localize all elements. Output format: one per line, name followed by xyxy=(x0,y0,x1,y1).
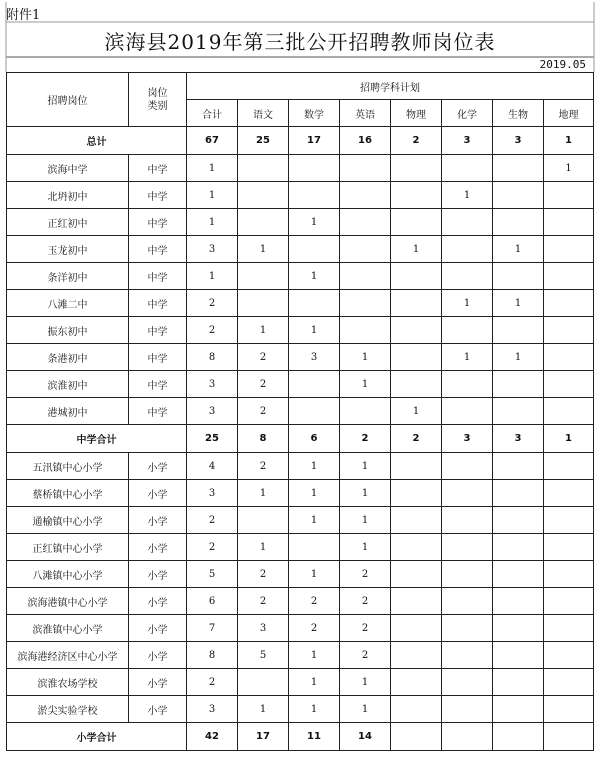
subject-count xyxy=(238,263,289,290)
subject-count xyxy=(442,507,493,534)
total-label: 总计 xyxy=(7,127,187,155)
school-name: 滨淮镇中心小学 xyxy=(7,615,129,642)
subject-count xyxy=(493,615,544,642)
subject-count xyxy=(442,642,493,669)
subject-count xyxy=(391,696,442,723)
subject-count xyxy=(544,615,594,642)
subject-count xyxy=(544,344,594,371)
subject-count: 2 xyxy=(238,561,289,588)
subject-count: 3 xyxy=(187,696,238,723)
post-category: 中学 xyxy=(129,398,187,425)
middle-total-row xyxy=(7,425,594,453)
total-value: 2 xyxy=(340,425,391,453)
subject-count: 1 xyxy=(187,209,238,236)
subject-count: 2 xyxy=(187,534,238,561)
subject-count xyxy=(340,317,391,344)
subject-count: 2 xyxy=(340,588,391,615)
total-value xyxy=(493,723,544,751)
school-name: 正红初中 xyxy=(7,209,129,236)
subject-count xyxy=(493,371,544,398)
subject-count xyxy=(544,453,594,480)
table-row xyxy=(7,696,594,723)
total-value: 67 xyxy=(187,127,238,155)
subject-count: 1 xyxy=(391,236,442,263)
subject-count xyxy=(289,155,340,182)
subject-count: 2 xyxy=(238,398,289,425)
subject-count xyxy=(391,615,442,642)
subject-count: 1 xyxy=(442,290,493,317)
header-subject: 语文 xyxy=(238,100,289,127)
total-value: 1 xyxy=(544,127,594,155)
table-row xyxy=(7,317,594,344)
subject-count: 1 xyxy=(442,182,493,209)
subject-count: 1 xyxy=(187,155,238,182)
total-value: 3 xyxy=(493,127,544,155)
subject-count xyxy=(442,696,493,723)
subject-count xyxy=(391,263,442,290)
subject-count: 1 xyxy=(238,480,289,507)
subject-count: 1 xyxy=(289,507,340,534)
subject-count xyxy=(289,236,340,263)
header-subject: 生物 xyxy=(493,100,544,127)
subject-count xyxy=(493,561,544,588)
subject-count xyxy=(391,453,442,480)
table-header xyxy=(7,73,594,127)
school-name: 玉龙初中 xyxy=(7,236,129,263)
total-value: 14 xyxy=(340,723,391,751)
subject-count xyxy=(238,669,289,696)
subject-count xyxy=(544,317,594,344)
total-value: 6 xyxy=(289,425,340,453)
school-name: 北坍初中 xyxy=(7,182,129,209)
table-row xyxy=(7,642,594,669)
subject-count xyxy=(544,263,594,290)
subject-count: 3 xyxy=(187,480,238,507)
subject-count xyxy=(442,155,493,182)
table-row xyxy=(7,588,594,615)
subject-count xyxy=(391,182,442,209)
table-row xyxy=(7,209,594,236)
subject-count: 1 xyxy=(340,480,391,507)
subject-count xyxy=(442,453,493,480)
table-row xyxy=(7,290,594,317)
school-name: 八滩二中 xyxy=(7,290,129,317)
subject-count xyxy=(493,507,544,534)
subject-count xyxy=(544,588,594,615)
school-name: 淤尖实验学校 xyxy=(7,696,129,723)
post-category: 小学 xyxy=(129,480,187,507)
subject-count xyxy=(442,588,493,615)
subject-count xyxy=(493,182,544,209)
subject-count xyxy=(544,696,594,723)
subject-count xyxy=(493,398,544,425)
subject-count: 8 xyxy=(187,344,238,371)
subject-count xyxy=(391,155,442,182)
subject-count xyxy=(544,642,594,669)
subject-count xyxy=(391,561,442,588)
subject-count xyxy=(493,317,544,344)
table-row xyxy=(7,263,594,290)
subject-count xyxy=(544,507,594,534)
subject-count xyxy=(493,209,544,236)
school-name: 滨海中学 xyxy=(7,155,129,182)
subject-count xyxy=(391,507,442,534)
subject-count: 1 xyxy=(493,290,544,317)
subject-count: 3 xyxy=(187,236,238,263)
subject-count xyxy=(238,507,289,534)
subject-count: 1 xyxy=(340,507,391,534)
school-name: 正红镇中心小学 xyxy=(7,534,129,561)
table-row xyxy=(7,155,594,182)
subject-count xyxy=(340,398,391,425)
table-row xyxy=(7,615,594,642)
subject-count xyxy=(544,209,594,236)
subject-count: 1 xyxy=(493,344,544,371)
subject-count xyxy=(340,263,391,290)
subject-count: 2 xyxy=(340,642,391,669)
subject-count: 4 xyxy=(187,453,238,480)
subject-count xyxy=(544,561,594,588)
subject-count: 1 xyxy=(289,317,340,344)
school-name: 滨淮农场学校 xyxy=(7,669,129,696)
subject-count: 5 xyxy=(238,642,289,669)
subject-count: 1 xyxy=(187,263,238,290)
subject-count: 7 xyxy=(187,615,238,642)
post-category: 小学 xyxy=(129,507,187,534)
subject-count xyxy=(340,290,391,317)
table-row xyxy=(7,453,594,480)
subject-count xyxy=(544,236,594,263)
table-row xyxy=(7,182,594,209)
subject-count xyxy=(340,236,391,263)
subject-count xyxy=(391,344,442,371)
subject-count xyxy=(493,480,544,507)
subject-count: 2 xyxy=(187,290,238,317)
subject-count xyxy=(442,371,493,398)
school-name: 五汛镇中心小学 xyxy=(7,453,129,480)
recruitment-table xyxy=(6,72,594,751)
subject-count xyxy=(442,236,493,263)
subject-count: 1 xyxy=(187,182,238,209)
subject-count: 1 xyxy=(493,236,544,263)
subject-count: 3 xyxy=(238,615,289,642)
subject-count: 2 xyxy=(238,453,289,480)
subject-count: 1 xyxy=(340,453,391,480)
subject-count: 1 xyxy=(391,398,442,425)
subject-count: 3 xyxy=(289,344,340,371)
subject-count xyxy=(289,290,340,317)
document-title: 滨海县2019年第三批公开招聘教师岗位表 xyxy=(104,30,496,54)
school-name: 八滩镇中心小学 xyxy=(7,561,129,588)
total-value: 2 xyxy=(391,127,442,155)
total-value: 17 xyxy=(289,127,340,155)
table-row xyxy=(7,669,594,696)
subject-count xyxy=(340,155,391,182)
post-category: 中学 xyxy=(129,236,187,263)
school-name: 振东初中 xyxy=(7,317,129,344)
subject-count xyxy=(391,534,442,561)
subject-count: 1 xyxy=(238,696,289,723)
total-value: 1 xyxy=(544,425,594,453)
total-value xyxy=(442,723,493,751)
table-row xyxy=(7,371,594,398)
document-date: 2019.05 xyxy=(539,58,586,71)
subject-count xyxy=(289,534,340,561)
post-category: 小学 xyxy=(129,696,187,723)
subject-count xyxy=(493,263,544,290)
subject-count xyxy=(238,290,289,317)
subject-count xyxy=(544,371,594,398)
post-category: 中学 xyxy=(129,263,187,290)
subject-count xyxy=(391,209,442,236)
post-category: 小学 xyxy=(129,534,187,561)
subject-count xyxy=(442,263,493,290)
header-subject: 化学 xyxy=(442,100,493,127)
subject-count xyxy=(289,398,340,425)
subject-count: 3 xyxy=(187,398,238,425)
subject-count xyxy=(238,155,289,182)
subject-count: 1 xyxy=(442,344,493,371)
school-name: 条洋初中 xyxy=(7,263,129,290)
post-category: 中学 xyxy=(129,155,187,182)
total-value: 3 xyxy=(442,127,493,155)
table-row xyxy=(7,344,594,371)
school-name: 港城初中 xyxy=(7,398,129,425)
subject-count xyxy=(391,669,442,696)
subject-count xyxy=(442,480,493,507)
header-category: 岗位 类别 xyxy=(129,73,187,127)
total-value: 8 xyxy=(238,425,289,453)
subject-count xyxy=(493,669,544,696)
subject-count: 1 xyxy=(289,263,340,290)
subject-count: 2 xyxy=(187,669,238,696)
subject-count: 1 xyxy=(289,480,340,507)
school-name: 滨海港镇中心小学 xyxy=(7,588,129,615)
subject-count: 1 xyxy=(238,534,289,561)
subject-count: 1 xyxy=(289,209,340,236)
school-name: 滨海港经济区中心小学 xyxy=(7,642,129,669)
subject-count xyxy=(493,696,544,723)
subject-count xyxy=(442,534,493,561)
post-category: 中学 xyxy=(129,344,187,371)
school-name: 蔡桥镇中心小学 xyxy=(7,480,129,507)
total-value: 17 xyxy=(238,723,289,751)
post-category: 小学 xyxy=(129,561,187,588)
total-value: 11 xyxy=(289,723,340,751)
subject-count: 3 xyxy=(187,371,238,398)
school-name: 条港初中 xyxy=(7,344,129,371)
subject-count: 1 xyxy=(340,371,391,398)
subject-count: 1 xyxy=(289,696,340,723)
table-row xyxy=(7,534,594,561)
subject-count xyxy=(391,290,442,317)
subject-count xyxy=(289,371,340,398)
subject-count xyxy=(544,480,594,507)
school-name: 通榆镇中心小学 xyxy=(7,507,129,534)
total-value: 3 xyxy=(493,425,544,453)
subject-count: 2 xyxy=(289,588,340,615)
table-row xyxy=(7,236,594,263)
post-category: 小学 xyxy=(129,588,187,615)
total-value: 25 xyxy=(187,425,238,453)
subject-count: 1 xyxy=(289,669,340,696)
total-label: 中学合计 xyxy=(7,425,187,453)
total-label: 小学合计 xyxy=(7,723,187,751)
school-name: 滨淮初中 xyxy=(7,371,129,398)
subject-count xyxy=(391,642,442,669)
total-value: 2 xyxy=(391,425,442,453)
subject-count xyxy=(340,182,391,209)
post-category: 小学 xyxy=(129,642,187,669)
subject-count xyxy=(442,669,493,696)
header-subject: 英语 xyxy=(340,100,391,127)
subject-count: 1 xyxy=(340,344,391,371)
subject-count: 1 xyxy=(238,236,289,263)
subject-count xyxy=(391,480,442,507)
subject-count: 2 xyxy=(238,344,289,371)
primary-total-row xyxy=(7,723,594,751)
header-subject: 地理 xyxy=(544,100,594,127)
header-subject: 物理 xyxy=(391,100,442,127)
subject-count xyxy=(544,290,594,317)
subject-count: 6 xyxy=(187,588,238,615)
table-body xyxy=(7,127,594,751)
subject-count: 2 xyxy=(238,588,289,615)
total-value xyxy=(391,723,442,751)
subject-count: 1 xyxy=(289,453,340,480)
post-category: 小学 xyxy=(129,453,187,480)
subject-count xyxy=(544,534,594,561)
subject-count: 5 xyxy=(187,561,238,588)
subject-count xyxy=(493,534,544,561)
subject-count xyxy=(544,182,594,209)
subject-count xyxy=(238,209,289,236)
post-category: 中学 xyxy=(129,317,187,344)
subject-count xyxy=(544,398,594,425)
subject-count xyxy=(442,209,493,236)
total-value: 3 xyxy=(442,425,493,453)
subject-count: 1 xyxy=(340,696,391,723)
total-value: 42 xyxy=(187,723,238,751)
subject-count xyxy=(544,669,594,696)
subject-count xyxy=(493,642,544,669)
subject-count xyxy=(442,317,493,344)
subject-count: 8 xyxy=(187,642,238,669)
subject-count: 2 xyxy=(187,317,238,344)
subject-count xyxy=(340,209,391,236)
post-category: 中学 xyxy=(129,182,187,209)
subject-count: 1 xyxy=(289,561,340,588)
subject-count: 1 xyxy=(340,534,391,561)
subject-count xyxy=(391,317,442,344)
subject-count: 2 xyxy=(289,615,340,642)
subject-count xyxy=(238,182,289,209)
table-row xyxy=(7,561,594,588)
post-category: 中学 xyxy=(129,209,187,236)
subject-count: 2 xyxy=(238,371,289,398)
table-row xyxy=(7,480,594,507)
subject-count xyxy=(391,588,442,615)
header-post: 招聘岗位 xyxy=(7,73,129,127)
subject-count: 1 xyxy=(340,669,391,696)
annex-label: 附件1 xyxy=(6,8,41,23)
post-category: 中学 xyxy=(129,290,187,317)
post-category: 小学 xyxy=(129,669,187,696)
subject-count xyxy=(442,615,493,642)
subject-count xyxy=(391,371,442,398)
subject-count: 2 xyxy=(340,561,391,588)
header-subject: 数学 xyxy=(289,100,340,127)
subject-count xyxy=(289,182,340,209)
post-category: 中学 xyxy=(129,371,187,398)
subject-count xyxy=(493,155,544,182)
total-value xyxy=(544,723,594,751)
subject-count: 1 xyxy=(238,317,289,344)
post-category: 小学 xyxy=(129,615,187,642)
subject-count: 1 xyxy=(289,642,340,669)
header-plan: 招聘学科计划 xyxy=(187,73,594,100)
subject-count xyxy=(442,561,493,588)
total-value: 25 xyxy=(238,127,289,155)
table-row xyxy=(7,398,594,425)
subject-count: 2 xyxy=(340,615,391,642)
table-row xyxy=(7,507,594,534)
subject-count: 1 xyxy=(544,155,594,182)
subject-count xyxy=(493,453,544,480)
grand-total-row xyxy=(7,127,594,155)
total-value: 16 xyxy=(340,127,391,155)
header-subject: 合计 xyxy=(187,100,238,127)
subject-count xyxy=(442,398,493,425)
subject-count: 2 xyxy=(187,507,238,534)
subject-count xyxy=(493,588,544,615)
